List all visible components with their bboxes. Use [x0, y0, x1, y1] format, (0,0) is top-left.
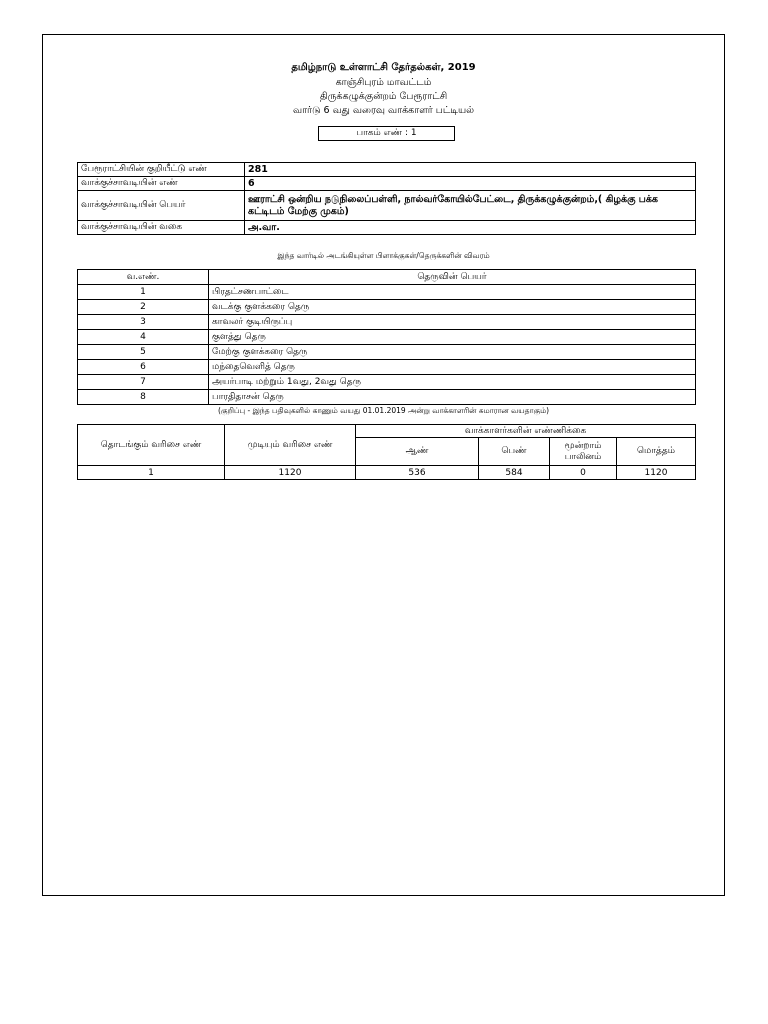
table-row [78, 390, 696, 405]
third-gender-count: 0 [550, 466, 617, 480]
end-serial-value: 1120 [225, 466, 356, 480]
info-row [78, 177, 696, 191]
end-serial-header: முடியும் வரிசை எண் [225, 425, 356, 466]
streets-header-row [78, 270, 696, 285]
third-gender-header: மூன்றாம் பாலினம் [550, 438, 617, 466]
document-title: தமிழ்நாடு உள்ளாட்சி தேர்தல்கள், 2019 [291, 62, 476, 73]
info-value: 281 [245, 163, 696, 177]
serial-cell: 1 [78, 285, 209, 300]
ward-heading: வார்டு 6 வது வரைவு வாக்காளர் பட்டியல் [293, 105, 474, 116]
street-cell: மந்தைவெளித் தெரு [209, 360, 696, 375]
streets-table [77, 269, 696, 405]
serial-cell: 6 [78, 360, 209, 375]
booth-info-table [77, 162, 696, 235]
streets-caption: இந்த வார்டில் அடங்கியுள்ள பிளாக்குகள்/தெருக்களின் விவரம் [277, 251, 490, 260]
table-row [78, 375, 696, 390]
counts-header-row [78, 425, 696, 438]
street-cell: மேற்கு குளக்கரை தெரு [209, 345, 696, 360]
male-count: 536 [356, 466, 479, 480]
voters-count-header: வாக்காளர்களின் எண்ணிக்கை [356, 425, 696, 438]
table-row [78, 315, 696, 330]
serial-cell: 5 [78, 345, 209, 360]
info-key: வாக்குச்சாவடியின் பெயர் [78, 191, 245, 221]
serial-cell: 2 [78, 300, 209, 315]
serial-cell: 3 [78, 315, 209, 330]
district-name: காஞ்சிபுரம் மாவட்டம் [335, 77, 432, 88]
table-row [78, 300, 696, 315]
male-header: ஆண் [356, 438, 479, 466]
table-row [78, 330, 696, 345]
info-key: வாக்குச்சாவடியின் வகை [78, 221, 245, 235]
info-value: 6 [245, 177, 696, 191]
street-cell: பாரதிதாசன் தெரு [209, 390, 696, 405]
column-header-street: தெருவின் பெயர் [209, 270, 696, 285]
serial-cell: 8 [78, 390, 209, 405]
female-header: பெண் [479, 438, 550, 466]
age-note: (குறிப்பு - இந்த பதிவுகளில் காணும் வயது 01.01.2019 அன்று வாக்காளரின் சுமாரான வயதாகும்) [217, 406, 550, 415]
info-row [78, 191, 696, 221]
street-cell: குளத்து தெரு [209, 330, 696, 345]
serial-cell: 7 [78, 375, 209, 390]
info-row [78, 163, 696, 177]
street-cell: அயர்பாடி மற்றும் 1வது, 2வது தெரு [209, 375, 696, 390]
serial-cell: 4 [78, 330, 209, 345]
town-name: திருக்கழுக்குன்றம் பேரூராட்சி [319, 91, 448, 102]
info-row [78, 221, 696, 235]
info-key: வாக்குச்சாவடியின் எண் [78, 177, 245, 191]
female-count: 584 [479, 466, 550, 480]
info-key: பேரூராட்சியின் குறியீட்டு எண் [78, 163, 245, 177]
street-cell: வடக்கு குளக்கரை தெரு [209, 300, 696, 315]
total-header: மொத்தம் [617, 438, 696, 466]
street-cell: காவலர் குடியிருப்பு [209, 315, 696, 330]
counts-value-row [78, 466, 696, 480]
total-count: 1120 [617, 466, 696, 480]
start-serial-header: தொடங்கும் வரிசை எண் [78, 425, 225, 466]
part-number-box: பாகம் எண் : 1 [318, 126, 455, 141]
table-row [78, 360, 696, 375]
info-value: ஊராட்சி ஒன்றிய நடுநிலைப்பள்ளி, நால்வர்கோயில்பேட்டை, திருக்கழுக்குன்றம்,( கிழக்கு பக்க கட்டிடம் மேற்கு முகம்) [245, 191, 696, 221]
table-row [78, 345, 696, 360]
table-row [78, 285, 696, 300]
voter-count-table [77, 424, 696, 480]
column-header-serial: வ.எண். [78, 270, 209, 285]
info-value: அ.வா. [245, 221, 696, 235]
street-cell: பிரதட்சணபாட்டை [209, 285, 696, 300]
start-serial-value: 1 [78, 466, 225, 480]
